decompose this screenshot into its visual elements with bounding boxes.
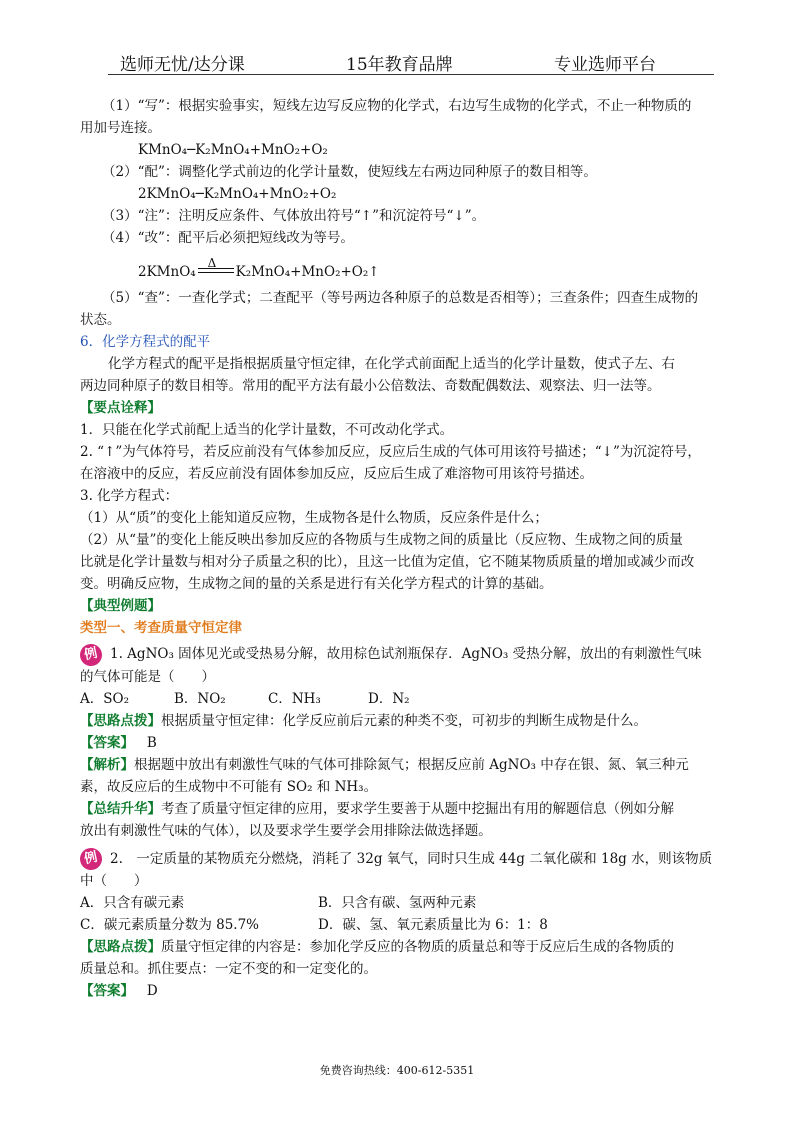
formula-3-right: K₂MnO₄+MnO₂+O₂↑: [235, 264, 380, 280]
key-point-2b: 在溶液中的反应，若反应前没有固体参加反应，反应后生成了难溶物可用该符号描述。: [80, 466, 593, 482]
key-point-1: 1．只能在化学式前配上适当的化学计量数，不可改动化学式。: [80, 422, 454, 438]
summary-1b: 放出有刺激性气味的气体），以及要求学生要学会用排除法做选择题。: [80, 822, 492, 839]
footer-hotline: 免费咨询热线：400-612-5351: [319, 1064, 475, 1077]
examples-tag: 【典型例题】: [80, 598, 161, 614]
header-right: 专业选师平台: [554, 55, 656, 75]
hint-2b: 质量总和。抓住要点：一定不变的和一定变化的。: [80, 961, 377, 977]
hint-tag: 【思路点拨】: [80, 939, 161, 955]
answer-1: 【答案】 B: [80, 734, 157, 751]
step-check: （5）“查”：一查化学式；二查配平（等号两边各种原子的总数是否相等）；三查条件；四查生成物的: [102, 290, 699, 306]
option-c: C．碳元素质量分数为 85.7%: [80, 917, 260, 933]
para-balance-a: 化学方程式的配平是指根据质量守恒定律，在化学式前面配上适当的化学计量数，使式子左、右: [108, 356, 675, 372]
question-1-a: 1. AgNO₃ 固体见光或受热易分解，故用棕色试剂瓶保存．AgNO₃ 受热分解，放出的有刺激性气味: [110, 646, 702, 662]
option-c: C．NH₃: [268, 690, 321, 707]
key-points-tag: 【要点诠释】: [80, 400, 161, 416]
option-b: B．只含有碳、氢两种元素: [318, 895, 477, 911]
equals-arrow: [198, 256, 234, 278]
option-d: D．N₂: [368, 690, 410, 707]
delta-symbol: Δ: [207, 256, 217, 270]
hint-1: 【思路点拨】根据质量守恒定律：化学反应前后元素的种类不变，可初步的判断生成物是什么。: [80, 712, 647, 729]
header-center: 15年教育品牌: [346, 55, 453, 75]
answer-tag: 【答案】: [80, 734, 134, 751]
formula-3: [80, 256, 720, 283]
hint-tag: 【思路点拨】: [80, 712, 161, 729]
step-balance: （2）“配”：调整化学式前边的化学计量数，使短线左右两边同种原子的数目相等。: [102, 164, 597, 180]
summary-tag: 【总结升华】: [80, 800, 161, 817]
question-2-a: 2. 一定质量的某物质充分燃烧，消耗了 32g 氧气，同时只生成 44g 二氧化碳和 18g 水，则该物质: [110, 850, 713, 867]
formula-1: KMnO₄─K₂MnO₄+MnO₂+O₂: [138, 142, 328, 158]
summary-1a: 【总结升华】考查了质量守恒定律的应用，要求学生要善于从题中挖掘出有用的解题信息（例如分解: [80, 800, 674, 817]
option-b: B．NO₂: [174, 690, 226, 707]
formula-2: 2KMnO₄─K₂MnO₄+MnO₂+O₂: [138, 186, 337, 202]
question-2-b: 中（ ）: [80, 873, 148, 889]
example-icon: 例: [78, 846, 104, 872]
formula-3-left: 2KMnO₄: [138, 264, 196, 280]
key-point-3a: （1）从“质”的变化上能知道反应物，生成物各是什么物质，反应条件是什么；: [80, 510, 548, 526]
step-check-cont: 状态。: [80, 312, 121, 328]
example-icon: 例: [78, 641, 104, 667]
question-2-options-row1: [80, 892, 720, 914]
key-point-3: 3. 化学方程式：: [80, 488, 179, 504]
question-1-b: 的气体可能是（ ）: [80, 668, 215, 685]
option-d: D．碳、氢、氧元素质量比为 6：1：8: [318, 917, 548, 933]
step-write-cont: 用加号连接。: [80, 120, 161, 136]
key-point-3b3: 变。明确反应物，生成物之间的量的关系是进行有关化学方程式的计算的基础。: [80, 576, 553, 592]
question-1: [80, 643, 720, 666]
type-1-title: 类型一、考查质量守恒定律: [80, 620, 242, 636]
question-2: [80, 848, 720, 871]
option-a: A．只含有碳元素: [80, 895, 185, 911]
analysis-1a: 【解析】根据题中放出有刺激性气味的气体可排除氮气；根据反应前 AgNO₃ 中存在银、氮、氧三种元: [80, 756, 689, 773]
option-a: A．SO₂: [80, 690, 129, 707]
analysis-tag: 【解析】: [80, 756, 134, 773]
analysis-1b: 素，故反应后的生成物中不可能有 SO₂ 和 NH₃。: [80, 778, 378, 795]
para-balance-b: 两边同种原子的数目相等。常用的配平方法有最小公倍数法、奇数配偶数法、观察法、归一法等。: [80, 378, 661, 394]
header-left: 选师无忧/达分课: [120, 55, 245, 75]
page-header: [108, 48, 714, 75]
answer-tag: 【答案】: [80, 983, 134, 999]
section-6-title: 6．化学方程式的配平: [80, 334, 211, 350]
hint-2a: 【思路点拨】质量守恒定律的内容是：参加化学反应的各物质的质量总和等于反应后生成的各物质的: [80, 939, 674, 955]
key-point-2a: 2. “↑”为气体符号，若反应前没有气体参加反应，反应后生成的气体可用该符号描述；“↓”为沉淀符号，: [80, 444, 701, 460]
step-write: （1）“写”：根据实验事实，短线左边写反应物的化学式，右边写生成物的化学式，不止一种物质的: [102, 98, 692, 114]
key-point-3b1: （2）从“量”的变化上能反映出参加反应的各物质与生成物之间的质量比（反应物、生成物之间的质量: [80, 532, 683, 548]
step-note: （3）“注”：注明反应条件、气体放出符号“↑”和沉淀符号“↓”。: [102, 208, 486, 224]
key-point-3b2: 比就是化学计量数与相对分子质量之积的比），且这一比值为定值，它不随某物质质量的增加或减少而改: [80, 554, 695, 570]
step-change: （4）“改”：配平后必须把短线改为等号。: [102, 230, 354, 246]
document-body: [80, 95, 720, 1002]
question-2-options-row2: [80, 914, 720, 936]
question-1-options: [80, 688, 720, 710]
answer-2: 【答案】 D: [80, 983, 158, 999]
